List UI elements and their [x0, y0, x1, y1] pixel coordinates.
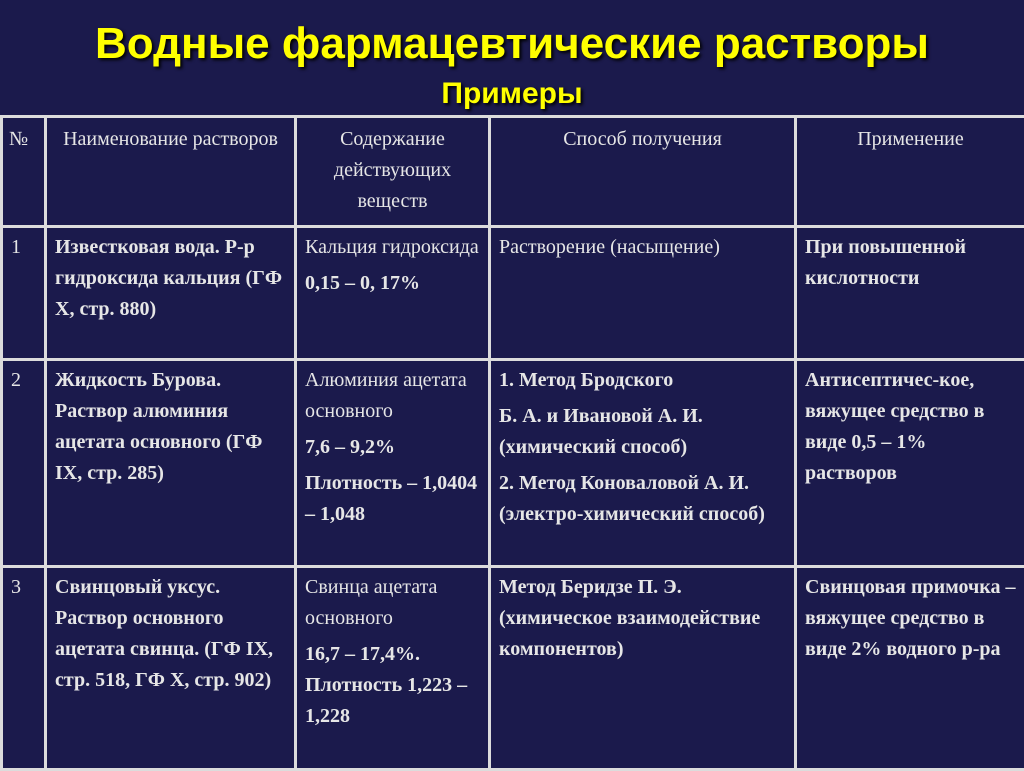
table-row [2, 567, 1024, 770]
method-cell [490, 360, 796, 567]
content-substance: Алюминия ацетата основного [305, 365, 480, 427]
use-cell: При повышенной кислотности [796, 227, 1024, 360]
method-cell [490, 567, 796, 770]
content-substance: Свинца ацетата основного [305, 572, 480, 634]
content-cell [296, 567, 490, 770]
content-cell [296, 227, 490, 360]
row-number: 2 [2, 360, 46, 567]
row-number: 1 [2, 227, 46, 360]
table-header-row [2, 117, 1024, 227]
content-cell [296, 360, 490, 567]
content-substance: Кальция гидроксида [305, 232, 480, 263]
content-density: Плотность – 1,0404 – 1,048 [305, 468, 480, 530]
header-content: Содержание действующих веществ [296, 117, 490, 227]
content-concentration: 16,7 – 17,4%. [305, 639, 480, 670]
solution-name: Свинцовый уксус. Раствор основного ацетата свинца. (ГФ IX, стр. 518, ГФ Х, стр. 902) [46, 567, 296, 770]
table-row [2, 227, 1024, 360]
slide-subtitle: Примеры [0, 76, 1024, 112]
solutions-table [0, 115, 1024, 771]
row-number: 3 [2, 567, 46, 770]
solution-name: Жидкость Бурова. Раствор алюминия ацетата основного (ГФ IX, стр. 285) [46, 360, 296, 567]
content-concentration: 0,15 – 0, 17% [305, 268, 480, 299]
use-cell: Антисептичес-кое, вяжущее средство в виде 0,5 – 1% растворов [796, 360, 1024, 567]
slide-title: Водные фармацевтические растворы [0, 18, 1024, 70]
method-text: Б. А. и Ивановой А. И. (химический способ) [499, 401, 786, 463]
method-text: 1. Метод Бродского [499, 365, 786, 396]
header-use: Применение [796, 117, 1024, 227]
content-concentration: 7,6 – 9,2% [305, 432, 480, 463]
use-cell: Свинцовая примочка – вяжущее средство в виде 2% водного р-ра [796, 567, 1024, 770]
header-name: Наименование растворов [46, 117, 296, 227]
solution-name: Известковая вода. Р-р гидроксида кальция (ГФ Х, стр. 880) [46, 227, 296, 360]
table-row [2, 360, 1024, 567]
header-number: № [2, 117, 46, 227]
method-text: Растворение (насыщение) [499, 232, 786, 263]
header-method: Способ получения [490, 117, 796, 227]
content-density: Плотность 1,223 – 1,228 [305, 670, 480, 732]
method-text: Метод Беридзе П. Э. (химическое взаимодействие компонентов) [499, 572, 786, 665]
method-cell [490, 227, 796, 360]
method-text: 2. Метод Коноваловой А. И. (электро-химический способ) [499, 468, 786, 530]
